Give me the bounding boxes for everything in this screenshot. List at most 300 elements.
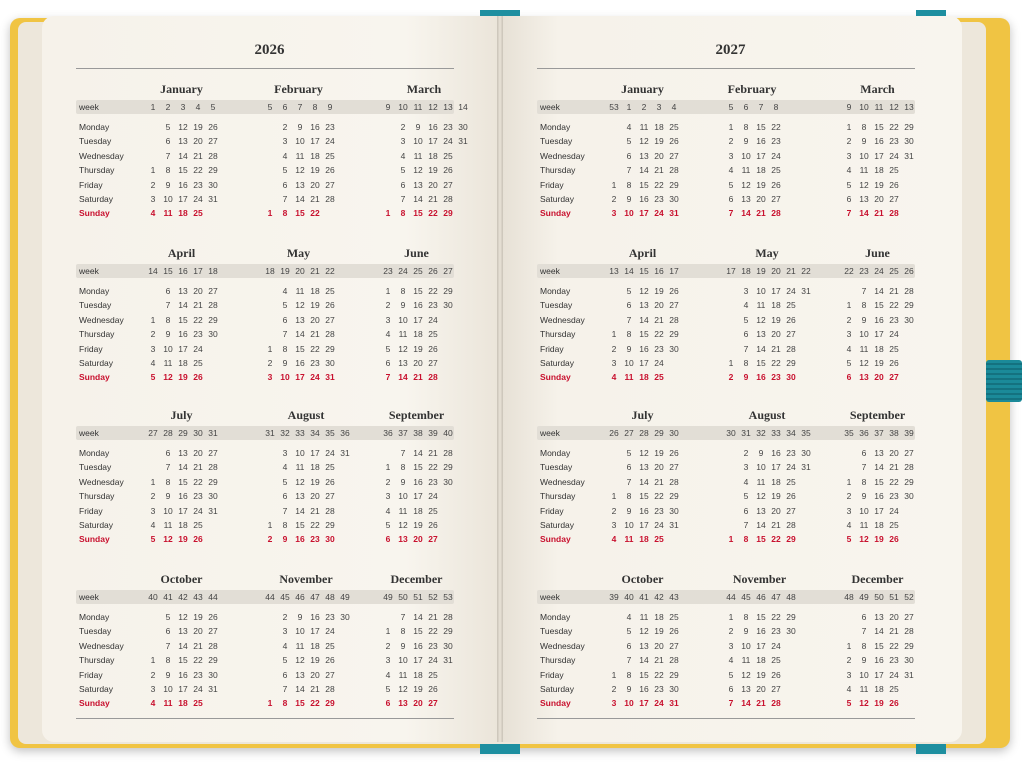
date-cell[interactable]: 8	[626, 179, 632, 190]
date-cell[interactable]: 1	[385, 626, 391, 637]
date-cell[interactable]: 4	[743, 476, 749, 487]
date-cell[interactable]: 27	[669, 150, 679, 161]
date-cell[interactable]: 11	[163, 358, 173, 368]
elastic-closure-band[interactable]	[986, 360, 1022, 402]
sunday-date[interactable]: 2	[267, 534, 273, 545]
date-cell[interactable]: 19	[874, 179, 884, 190]
date-cell[interactable]: 27	[786, 505, 796, 516]
date-cell[interactable]: 2	[846, 655, 852, 666]
date-cell[interactable]: 6	[728, 684, 734, 694]
date-cell[interactable]: 5	[743, 314, 749, 325]
date-cell[interactable]: 31	[904, 669, 914, 680]
date-cell[interactable]: 27	[428, 358, 438, 368]
date-cell[interactable]: 29	[786, 612, 796, 622]
date-cell[interactable]: 13	[874, 448, 884, 458]
sunday-date[interactable]: 26	[889, 698, 899, 709]
date-cell[interactable]: 1	[150, 476, 156, 487]
date-cell[interactable]: 8	[743, 612, 749, 622]
date-cell[interactable]: 10	[859, 329, 869, 340]
date-cell[interactable]: 21	[193, 462, 203, 473]
date-cell[interactable]: 8	[282, 520, 288, 530]
date-cell[interactable]: 29	[443, 286, 453, 296]
date-cell[interactable]: 12	[756, 314, 766, 325]
date-cell[interactable]: 14	[295, 684, 305, 694]
date-cell[interactable]: 20	[428, 179, 438, 190]
date-cell[interactable]: 19	[413, 520, 423, 530]
date-cell[interactable]: 3	[846, 329, 852, 340]
date-cell[interactable]: 28	[786, 520, 796, 530]
date-cell[interactable]: 2	[846, 314, 852, 325]
date-cell[interactable]: 1	[385, 286, 391, 296]
date-cell[interactable]: 3	[385, 655, 391, 666]
date-cell[interactable]: 12	[639, 286, 649, 296]
date-cell[interactable]: 20	[193, 286, 203, 296]
date-cell[interactable]: 28	[669, 655, 679, 666]
date-cell[interactable]: 23	[310, 358, 320, 368]
date-cell[interactable]: 21	[428, 612, 438, 622]
date-cell[interactable]: 3	[150, 343, 156, 354]
date-cell[interactable]: 16	[874, 314, 884, 325]
date-cell[interactable]: 16	[874, 136, 884, 147]
date-cell[interactable]: 31	[443, 655, 453, 666]
date-cell[interactable]: 21	[310, 684, 320, 694]
sunday-date[interactable]: 12	[859, 534, 869, 545]
sunday-date[interactable]: 21	[874, 208, 884, 219]
date-cell[interactable]: 24	[786, 286, 796, 296]
date-cell[interactable]: 12	[639, 448, 649, 458]
date-cell[interactable]: 8	[743, 358, 749, 368]
date-cell[interactable]: 26	[443, 165, 453, 176]
date-cell[interactable]: 17	[178, 194, 188, 204]
date-cell[interactable]: 1	[611, 669, 617, 680]
date-cell[interactable]: 26	[325, 165, 335, 176]
sunday-date[interactable]: 28	[771, 208, 781, 219]
date-cell[interactable]: 3	[282, 448, 288, 458]
date-cell[interactable]: 11	[859, 343, 869, 354]
date-cell[interactable]: 6	[165, 626, 171, 637]
date-cell[interactable]: 26	[669, 448, 679, 458]
date-cell[interactable]: 9	[861, 136, 867, 147]
date-cell[interactable]: 24	[193, 194, 203, 204]
sunday-date[interactable]: 21	[413, 372, 423, 383]
date-cell[interactable]: 27	[771, 684, 781, 694]
date-cell[interactable]: 10	[163, 194, 173, 204]
date-cell[interactable]: 8	[165, 476, 171, 487]
date-cell[interactable]: 2	[611, 505, 617, 516]
sunday-date[interactable]: 13	[859, 372, 869, 383]
date-cell[interactable]: 6	[861, 448, 867, 458]
date-cell[interactable]: 17	[639, 520, 649, 530]
date-cell[interactable]: 9	[415, 122, 421, 132]
date-cell[interactable]: 10	[859, 505, 869, 516]
date-cell[interactable]: 7	[165, 300, 171, 311]
date-cell[interactable]: 21	[889, 286, 899, 296]
date-cell[interactable]: 29	[669, 669, 679, 680]
date-cell[interactable]: 24	[193, 343, 203, 354]
sunday-date[interactable]: 11	[163, 208, 173, 219]
date-cell[interactable]: 13	[874, 612, 884, 622]
date-cell[interactable]: 22	[193, 655, 203, 666]
date-cell[interactable]: 20	[310, 179, 320, 190]
date-cell[interactable]: 17	[874, 669, 884, 680]
date-cell[interactable]: 25	[889, 684, 899, 694]
date-cell[interactable]: 23	[654, 505, 664, 516]
date-cell[interactable]: 25	[669, 612, 679, 622]
date-cell[interactable]: 1	[150, 165, 156, 176]
date-cell[interactable]: 10	[398, 655, 408, 666]
date-cell[interactable]: 2	[282, 122, 288, 132]
date-cell[interactable]: 27	[669, 462, 679, 473]
date-cell[interactable]: 24	[428, 314, 438, 325]
date-cell[interactable]: 13	[413, 179, 423, 190]
date-cell[interactable]: 16	[295, 358, 305, 368]
date-cell[interactable]: 19	[756, 179, 766, 190]
date-cell[interactable]: 20	[889, 612, 899, 622]
date-cell[interactable]: 6	[846, 194, 852, 204]
date-cell[interactable]: 12	[859, 179, 869, 190]
date-cell[interactable]: 13	[398, 358, 408, 368]
date-cell[interactable]: 21	[654, 165, 664, 176]
date-cell[interactable]: 5	[846, 358, 852, 368]
date-cell[interactable]: 7	[861, 286, 867, 296]
date-cell[interactable]: 24	[889, 329, 899, 340]
date-cell[interactable]: 28	[325, 505, 335, 516]
date-cell[interactable]: 31	[458, 136, 468, 147]
date-cell[interactable]: 27	[904, 612, 914, 622]
sunday-date[interactable]: 25	[654, 534, 664, 545]
date-cell[interactable]: 17	[178, 684, 188, 694]
date-cell[interactable]: 16	[178, 329, 188, 340]
date-cell[interactable]: 7	[165, 462, 171, 473]
date-cell[interactable]: 20	[193, 626, 203, 637]
date-cell[interactable]: 16	[639, 505, 649, 516]
date-cell[interactable]: 21	[310, 505, 320, 516]
sunday-date[interactable]: 6	[385, 698, 391, 709]
date-cell[interactable]: 27	[443, 179, 453, 190]
date-cell[interactable]: 2	[728, 626, 734, 637]
date-cell[interactable]: 14	[178, 300, 188, 311]
date-cell[interactable]: 14	[639, 655, 649, 666]
date-cell[interactable]: 15	[295, 343, 305, 354]
date-cell[interactable]: 11	[859, 520, 869, 530]
date-cell[interactable]: 21	[889, 626, 899, 637]
date-cell[interactable]: 6	[861, 612, 867, 622]
sunday-date[interactable]: 22	[428, 208, 438, 219]
date-cell[interactable]: 28	[325, 194, 335, 204]
sunday-date[interactable]: 10	[280, 372, 290, 383]
sunday-date[interactable]: 15	[756, 534, 766, 545]
date-cell[interactable]: 31	[669, 520, 679, 530]
sunday-date[interactable]: 28	[889, 208, 899, 219]
date-cell[interactable]: 29	[904, 476, 914, 487]
date-cell[interactable]: 7	[626, 476, 632, 487]
date-cell[interactable]: 26	[771, 179, 781, 190]
date-cell[interactable]: 21	[193, 640, 203, 651]
date-cell[interactable]: 1	[728, 358, 734, 368]
date-cell[interactable]: 18	[654, 612, 664, 622]
date-cell[interactable]: 14	[756, 520, 766, 530]
date-cell[interactable]: 5	[385, 684, 391, 694]
date-cell[interactable]: 4	[728, 655, 734, 666]
date-cell[interactable]: 12	[178, 122, 188, 132]
date-cell[interactable]: 25	[771, 655, 781, 666]
date-cell[interactable]: 2	[611, 684, 617, 694]
sunday-date[interactable]: 8	[400, 208, 406, 219]
date-cell[interactable]: 4	[385, 505, 391, 516]
date-cell[interactable]: 17	[756, 150, 766, 161]
date-cell[interactable]: 6	[165, 286, 171, 296]
date-cell[interactable]: 3	[846, 150, 852, 161]
date-cell[interactable]: 28	[443, 448, 453, 458]
date-cell[interactable]: 24	[889, 505, 899, 516]
date-cell[interactable]: 11	[639, 612, 649, 622]
date-cell[interactable]: 16	[178, 179, 188, 190]
date-cell[interactable]: 5	[626, 448, 632, 458]
date-cell[interactable]: 11	[295, 286, 305, 296]
sunday-date[interactable]: 27	[889, 372, 899, 383]
date-cell[interactable]: 26	[669, 626, 679, 637]
date-cell[interactable]: 24	[325, 626, 335, 637]
sunday-date[interactable]: 14	[741, 698, 751, 709]
date-cell[interactable]: 20	[310, 669, 320, 680]
sunday-date[interactable]: 22	[310, 698, 320, 709]
date-cell[interactable]: 2	[150, 669, 156, 680]
date-cell[interactable]: 3	[743, 286, 749, 296]
date-cell[interactable]: 18	[771, 476, 781, 487]
date-cell[interactable]: 13	[178, 626, 188, 637]
date-cell[interactable]: 9	[758, 448, 764, 458]
date-cell[interactable]: 2	[150, 179, 156, 190]
date-cell[interactable]: 11	[295, 150, 305, 161]
date-cell[interactable]: 13	[295, 491, 305, 502]
sunday-date[interactable]: 29	[786, 534, 796, 545]
sunday-date[interactable]: 20	[413, 698, 423, 709]
sunday-date[interactable]: 1	[728, 534, 734, 545]
date-cell[interactable]: 21	[428, 448, 438, 458]
date-cell[interactable]: 21	[193, 150, 203, 161]
date-cell[interactable]: 22	[193, 476, 203, 487]
date-cell[interactable]: 12	[295, 165, 305, 176]
date-cell[interactable]: 4	[846, 684, 852, 694]
date-cell[interactable]: 21	[654, 655, 664, 666]
date-cell[interactable]: 14	[874, 462, 884, 473]
sunday-date[interactable]: 14	[741, 208, 751, 219]
date-cell[interactable]: 9	[282, 358, 288, 368]
date-cell[interactable]: 24	[654, 358, 664, 368]
sunday-date[interactable]: 14	[859, 208, 869, 219]
sunday-date[interactable]: 24	[654, 698, 664, 709]
date-cell[interactable]: 29	[904, 640, 914, 651]
date-cell[interactable]: 19	[654, 286, 664, 296]
date-cell[interactable]: 12	[295, 655, 305, 666]
sunday-date[interactable]: 19	[874, 698, 884, 709]
date-cell[interactable]: 31	[801, 462, 811, 473]
date-cell[interactable]: 29	[669, 491, 679, 502]
date-cell[interactable]: 9	[861, 491, 867, 502]
date-cell[interactable]: 4	[846, 165, 852, 176]
date-cell[interactable]: 24	[428, 491, 438, 502]
date-cell[interactable]: 24	[325, 136, 335, 147]
date-cell[interactable]: 26	[325, 300, 335, 311]
sunday-date[interactable]: 17	[639, 698, 649, 709]
sunday-date[interactable]: 13	[398, 534, 408, 545]
date-cell[interactable]: 19	[654, 136, 664, 147]
date-cell[interactable]: 9	[297, 122, 303, 132]
date-cell[interactable]: 2	[400, 122, 406, 132]
date-cell[interactable]: 19	[310, 300, 320, 311]
date-cell[interactable]: 13	[859, 194, 869, 204]
date-cell[interactable]: 11	[398, 669, 408, 680]
date-cell[interactable]: 23	[193, 669, 203, 680]
sunday-date[interactable]: 5	[150, 372, 156, 383]
date-cell[interactable]: 23	[193, 179, 203, 190]
sunday-date[interactable]: 15	[295, 208, 305, 219]
date-cell[interactable]: 15	[178, 314, 188, 325]
date-cell[interactable]: 25	[325, 640, 335, 651]
date-cell[interactable]: 19	[874, 358, 884, 368]
date-cell[interactable]: 18	[310, 640, 320, 651]
date-cell[interactable]: 16	[639, 194, 649, 204]
date-cell[interactable]: 26	[669, 286, 679, 296]
date-cell[interactable]: 22	[771, 358, 781, 368]
date-cell[interactable]: 10	[398, 314, 408, 325]
date-cell[interactable]: 17	[178, 343, 188, 354]
date-cell[interactable]: 7	[400, 194, 406, 204]
date-cell[interactable]: 11	[859, 684, 869, 694]
date-cell[interactable]: 6	[743, 505, 749, 516]
date-cell[interactable]: 25	[443, 150, 453, 161]
date-cell[interactable]: 22	[310, 343, 320, 354]
date-cell[interactable]: 9	[165, 669, 171, 680]
date-cell[interactable]: 6	[385, 358, 391, 368]
date-cell[interactable]: 1	[267, 520, 273, 530]
date-cell[interactable]: 1	[150, 314, 156, 325]
date-cell[interactable]: 6	[282, 669, 288, 680]
sunday-date[interactable]: 7	[728, 698, 734, 709]
date-cell[interactable]: 17	[413, 491, 423, 502]
date-cell[interactable]: 19	[428, 165, 438, 176]
date-cell[interactable]: 10	[859, 669, 869, 680]
date-cell[interactable]: 14	[639, 165, 649, 176]
date-cell[interactable]: 11	[756, 300, 766, 311]
sunday-date[interactable]: 1	[385, 208, 391, 219]
date-cell[interactable]: 15	[178, 655, 188, 666]
date-cell[interactable]: 30	[208, 179, 218, 190]
date-cell[interactable]: 10	[163, 343, 173, 354]
date-cell[interactable]: 18	[178, 520, 188, 530]
date-cell[interactable]: 17	[874, 329, 884, 340]
date-cell[interactable]: 29	[669, 329, 679, 340]
date-cell[interactable]: 14	[178, 640, 188, 651]
date-cell[interactable]: 8	[626, 669, 632, 680]
date-cell[interactable]: 25	[428, 669, 438, 680]
sunday-date[interactable]: 7	[385, 372, 391, 383]
date-cell[interactable]: 1	[846, 122, 852, 132]
date-cell[interactable]: 29	[786, 358, 796, 368]
date-cell[interactable]: 8	[400, 286, 406, 296]
date-cell[interactable]: 4	[282, 286, 288, 296]
date-cell[interactable]: 11	[295, 640, 305, 651]
date-cell[interactable]: 20	[771, 329, 781, 340]
sunday-date[interactable]: 19	[178, 534, 188, 545]
date-cell[interactable]: 17	[413, 655, 423, 666]
date-cell[interactable]: 7	[743, 343, 749, 354]
date-cell[interactable]: 17	[874, 150, 884, 161]
date-cell[interactable]: 25	[325, 462, 335, 473]
date-cell[interactable]: 5	[165, 122, 171, 132]
date-cell[interactable]: 16	[178, 491, 188, 502]
date-cell[interactable]: 20	[756, 684, 766, 694]
date-cell[interactable]: 18	[178, 358, 188, 368]
date-cell[interactable]: 13	[178, 136, 188, 147]
date-cell[interactable]: 13	[295, 179, 305, 190]
date-cell[interactable]: 24	[325, 448, 335, 458]
sunday-date[interactable]: 16	[756, 372, 766, 383]
date-cell[interactable]: 25	[786, 476, 796, 487]
sunday-date[interactable]: 27	[428, 698, 438, 709]
sunday-date[interactable]: 22	[310, 208, 320, 219]
date-cell[interactable]: 24	[428, 655, 438, 666]
date-cell[interactable]: 18	[654, 122, 664, 132]
date-cell[interactable]: 16	[413, 476, 423, 487]
date-cell[interactable]: 7	[861, 626, 867, 637]
date-cell[interactable]: 19	[756, 669, 766, 680]
date-cell[interactable]: 25	[325, 150, 335, 161]
date-cell[interactable]: 17	[771, 286, 781, 296]
date-cell[interactable]: 22	[654, 491, 664, 502]
sunday-date[interactable]: 29	[443, 208, 453, 219]
date-cell[interactable]: 27	[208, 286, 218, 296]
date-cell[interactable]: 26	[325, 655, 335, 666]
date-cell[interactable]: 26	[669, 136, 679, 147]
date-cell[interactable]: 14	[178, 462, 188, 473]
date-cell[interactable]: 16	[428, 122, 438, 132]
date-cell[interactable]: 4	[150, 520, 156, 530]
date-cell[interactable]: 13	[295, 669, 305, 680]
date-cell[interactable]: 15	[756, 358, 766, 368]
date-cell[interactable]: 29	[669, 179, 679, 190]
sunday-date[interactable]: 25	[193, 698, 203, 709]
date-cell[interactable]: 15	[413, 286, 423, 296]
date-cell[interactable]: 11	[163, 520, 173, 530]
date-cell[interactable]: 4	[846, 343, 852, 354]
date-cell[interactable]: 24	[786, 462, 796, 473]
date-cell[interactable]: 18	[771, 300, 781, 311]
date-cell[interactable]: 24	[193, 505, 203, 516]
date-cell[interactable]: 23	[771, 136, 781, 147]
date-cell[interactable]: 28	[325, 684, 335, 694]
sunday-date[interactable]: 7	[846, 208, 852, 219]
date-cell[interactable]: 27	[208, 448, 218, 458]
date-cell[interactable]: 13	[639, 640, 649, 651]
date-cell[interactable]: 3	[846, 669, 852, 680]
date-cell[interactable]: 28	[669, 165, 679, 176]
sunday-date[interactable]: 5	[846, 698, 852, 709]
date-cell[interactable]: 4	[626, 122, 632, 132]
date-cell[interactable]: 25	[325, 286, 335, 296]
date-cell[interactable]: 29	[904, 122, 914, 132]
date-cell[interactable]: 22	[654, 179, 664, 190]
date-cell[interactable]: 13	[178, 286, 188, 296]
date-cell[interactable]: 21	[310, 194, 320, 204]
date-cell[interactable]: 7	[626, 165, 632, 176]
date-cell[interactable]: 23	[428, 476, 438, 487]
date-cell[interactable]: 18	[756, 655, 766, 666]
date-cell[interactable]: 9	[626, 505, 632, 516]
date-cell[interactable]: 2	[282, 612, 288, 622]
date-cell[interactable]: 17	[428, 136, 438, 147]
date-cell[interactable]: 27	[208, 626, 218, 637]
